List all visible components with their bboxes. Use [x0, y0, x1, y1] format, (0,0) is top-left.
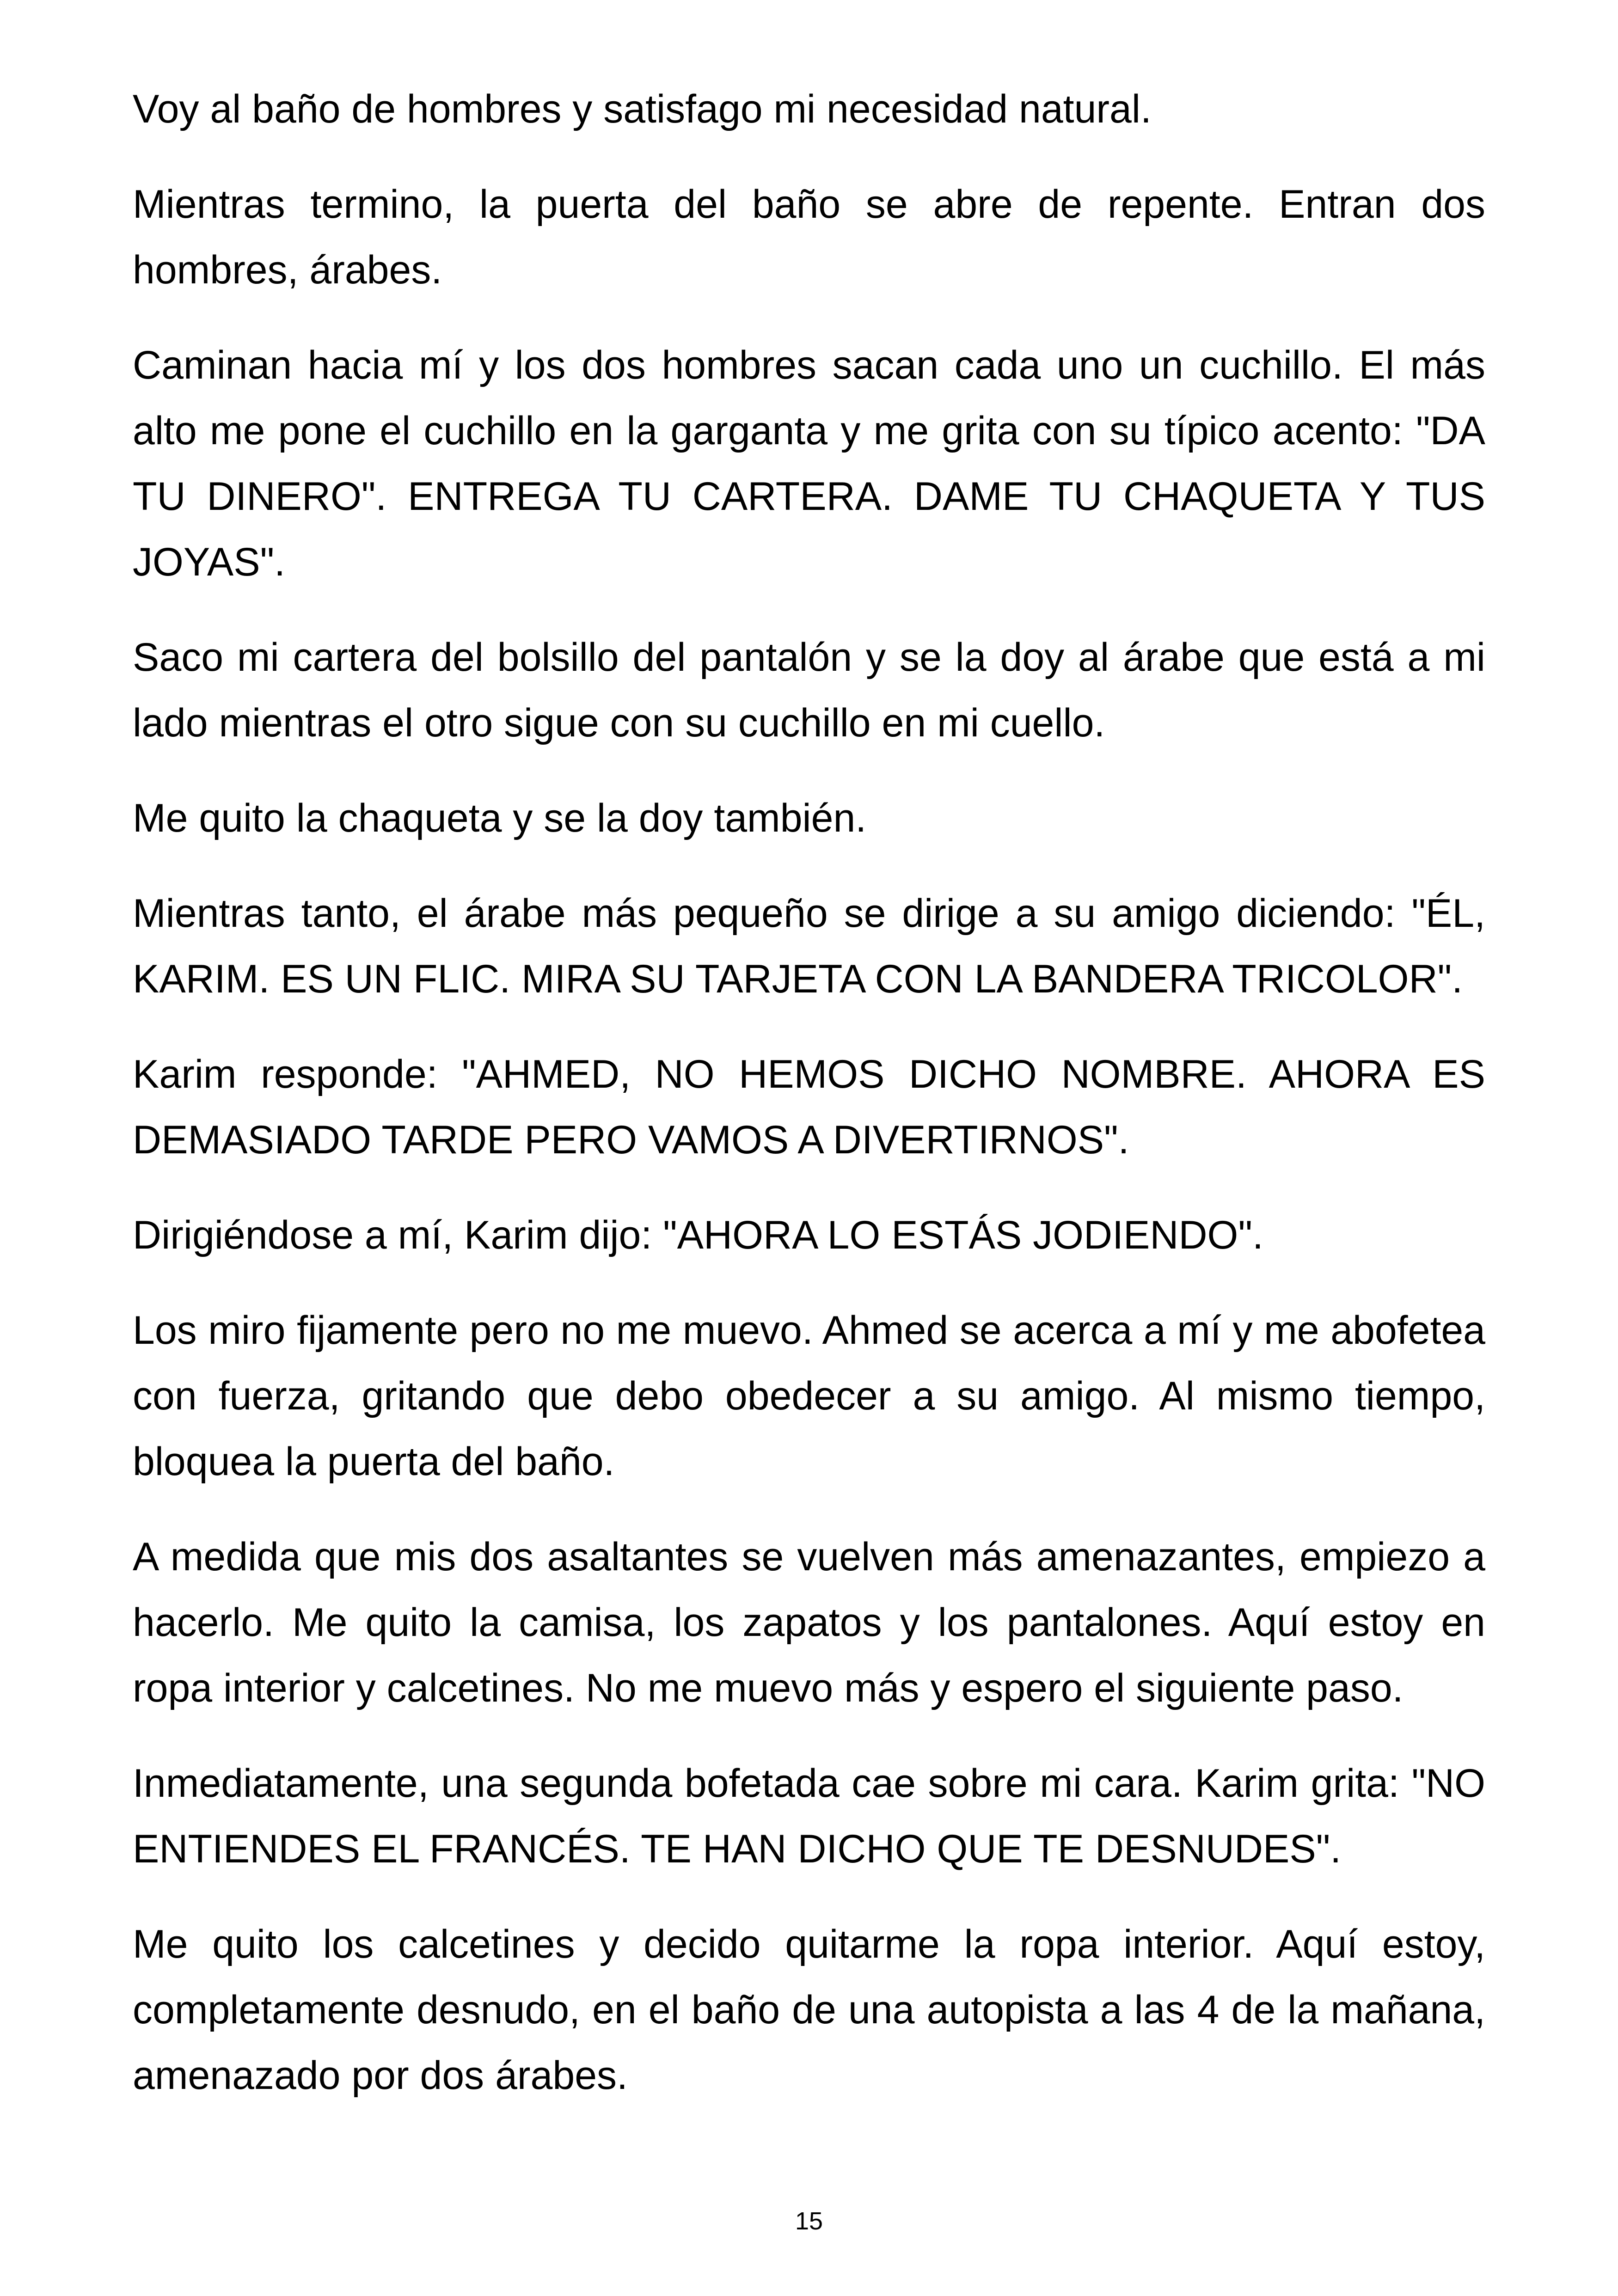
paragraph: Inmediatamente, una segunda bofetada cae sobre mi cara. Karim grita: "NO ENTIENDES EL FRANCÉS. TE HAN DICHO QUE TE DESNUDES". [133, 1761, 1485, 1871]
paragraph: Voy al baño de hombres y satisfago mi necesidad natural. [133, 87, 1152, 131]
paragraph: Mientras termino, la puerta del baño se abre de repente. Entran dos hombres, árabes. [133, 182, 1485, 292]
paragraph: A medida que mis dos asaltantes se vuelven más amenazantes, empiezo a hacerlo. Me quito la camisa, los zapatos y los pantalones. Aquí estoy en ropa interior y calcetines. No me muevo más y espero el siguiente paso. [133, 1535, 1485, 1710]
paragraph: Me quito la chaqueta y se la doy también. [133, 796, 867, 840]
body-text [133, 76, 1485, 2138]
paragraph: Dirigiéndose a mí, Karim dijo: "AHORA LO ESTÁS JODIENDO". [133, 1213, 1263, 1257]
paragraph: Los miro fijamente pero no me muevo. Ahmed se acerca a mí y me abofetea con fuerza, gritando que debo obedecer a su amigo. Al mismo tiempo, bloquea la puerta del baño. [133, 1308, 1485, 1484]
paragraph: Karim responde: "AHMED, NO HEMOS DICHO NOMBRE. AHORA ES DEMASIADO TARDE PERO VAMOS A DIVERTIRNOS". [133, 1052, 1485, 1162]
paragraph: Mientras tanto, el árabe más pequeño se dirige a su amigo diciendo: "ÉL, KARIM. ES UN FLIC. MIRA SU TARJETA CON LA BANDERA TRICOLOR". [133, 891, 1485, 1001]
paragraph: Me quito los calcetines y decido quitarme la ropa interior. Aquí estoy, completamente desnudo, en el baño de una autopista a las 4 de la mañana, amenazado por dos árabes. [133, 1922, 1485, 2098]
paragraph: Saco mi cartera del bolsillo del pantalón y se la doy al árabe que está a mi lado mientras el otro sigue con su cuchillo en mi cuello. [133, 635, 1485, 745]
page-number: 15 [795, 2207, 823, 2235]
paragraph: Caminan hacia mí y los dos hombres sacan cada uno un cuchillo. El más alto me pone el cuchillo en la garganta y me grita con su típico acento: "DA TU DINERO". ENTREGA TU CARTERA. DAME TU CHAQUETA Y TUS JOYAS". [133, 343, 1485, 584]
